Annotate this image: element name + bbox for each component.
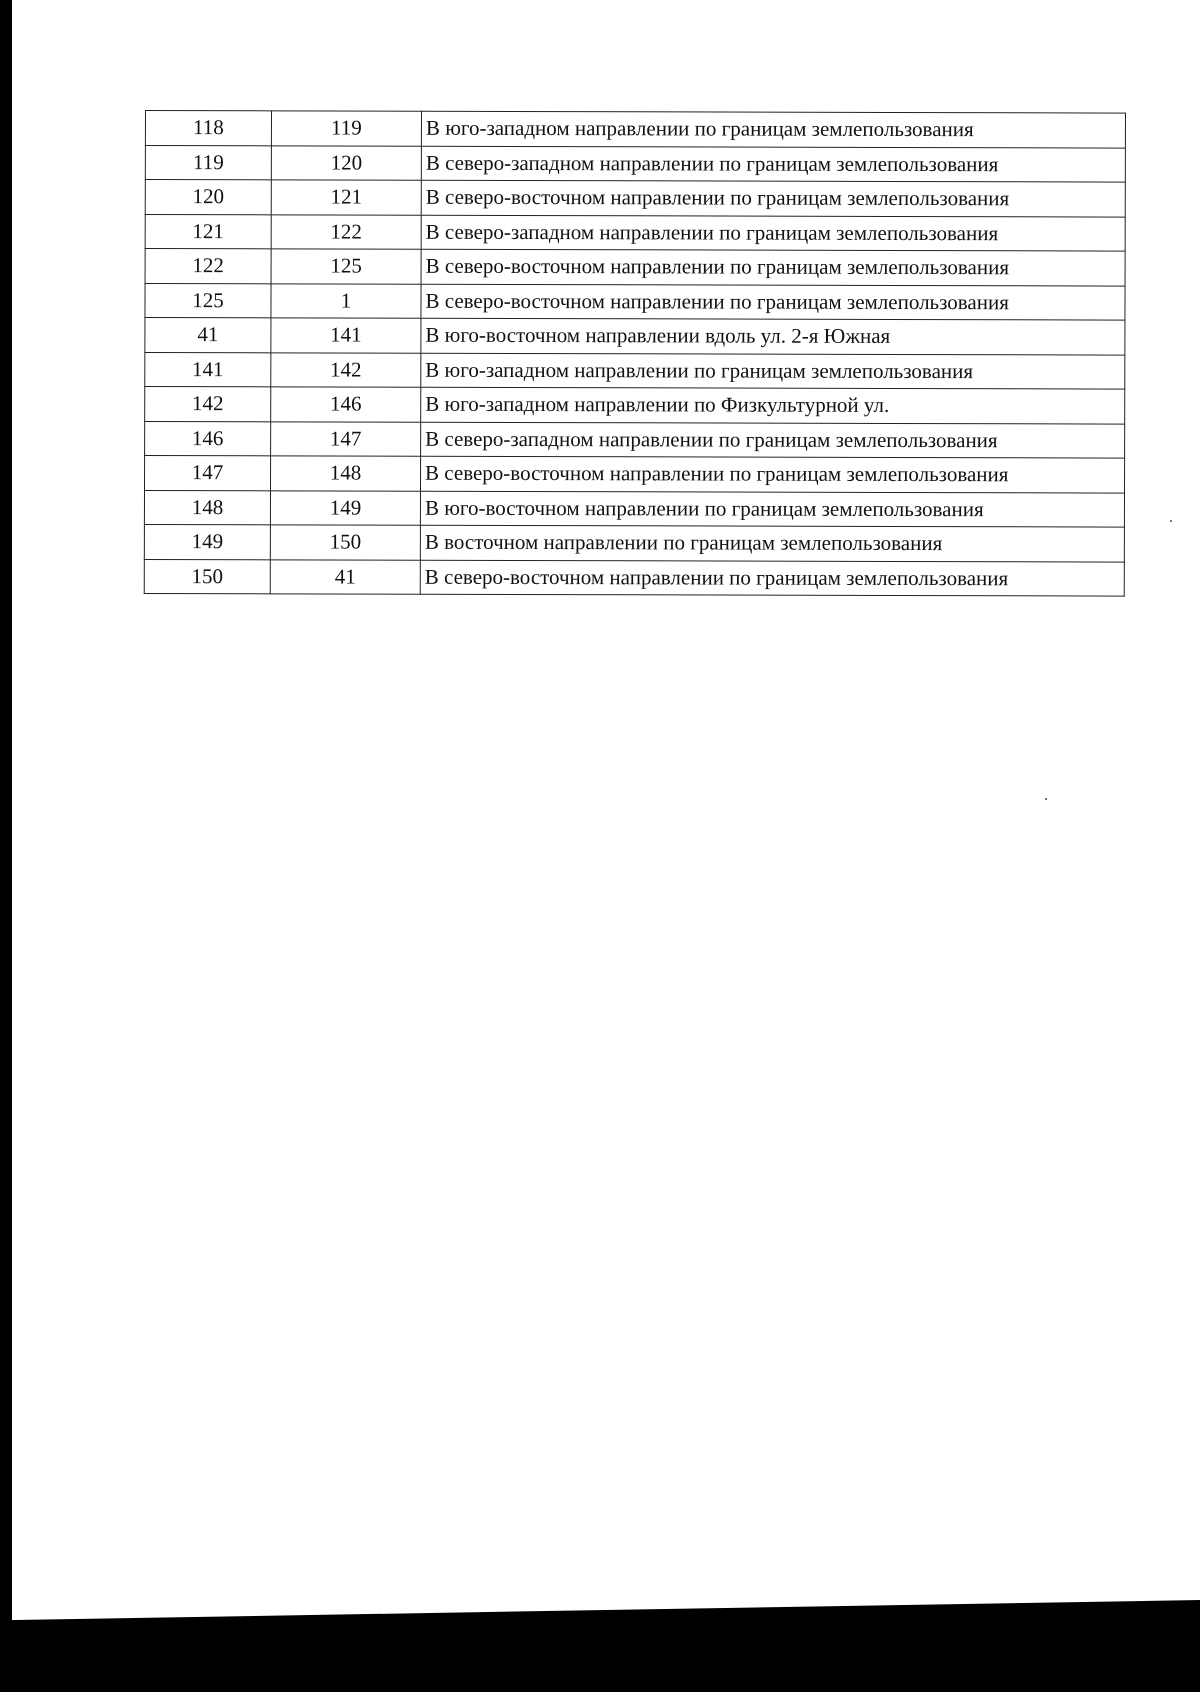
cell-description: В северо-восточном направлении по границам землепользования xyxy=(421,180,1125,216)
cell-to-point: 149 xyxy=(270,490,420,525)
cell-from-point: 148 xyxy=(144,490,270,525)
table-row xyxy=(145,283,1125,320)
table-row xyxy=(144,559,1124,596)
table-row xyxy=(145,352,1125,389)
table-row xyxy=(145,180,1125,217)
table-row xyxy=(144,524,1124,561)
cell-description: В северо-восточном направлении по границам землепользования xyxy=(421,249,1125,285)
cell-to-point: 142 xyxy=(271,352,421,387)
table-row xyxy=(145,456,1125,493)
cell-description: В юго-западном направлении по границам землепользования xyxy=(421,353,1125,389)
scan-edge-left xyxy=(0,0,12,1692)
cell-description: В юго-восточном направлении вдоль ул. 2-я Южная xyxy=(421,318,1125,354)
cell-from-point: 150 xyxy=(144,559,270,594)
cell-from-point: 149 xyxy=(144,524,270,559)
cell-to-point: 150 xyxy=(270,525,420,560)
cell-description: В северо-восточном направлении по границам землепользования xyxy=(421,284,1125,320)
cell-description: В юго-восточном направлении по границам землепользования xyxy=(420,491,1124,527)
cell-description: В северо-восточном направлении по границам землепользования xyxy=(421,456,1125,492)
cell-from-point: 122 xyxy=(145,249,271,284)
table-row xyxy=(145,318,1125,355)
cell-from-point: 146 xyxy=(145,421,271,456)
cell-from-point: 121 xyxy=(145,214,271,249)
scan-speck xyxy=(1170,520,1172,522)
table-row xyxy=(145,387,1125,424)
cell-from-point: 141 xyxy=(145,352,271,387)
cell-to-point: 121 xyxy=(271,180,421,215)
cell-description: В северо-западном направлении по границам землепользования xyxy=(421,422,1125,458)
cell-from-point: 120 xyxy=(145,180,271,215)
boundary-table-container xyxy=(144,110,1126,597)
cell-description: В восточном направлении по границам землепользования xyxy=(420,525,1124,561)
cell-to-point: 120 xyxy=(271,145,421,180)
table-row xyxy=(145,111,1125,148)
cell-to-point: 148 xyxy=(271,456,421,491)
cell-to-point: 146 xyxy=(271,387,421,422)
boundary-table xyxy=(144,110,1126,597)
cell-description: В северо-западном направлении по границам землепользования xyxy=(421,146,1125,182)
table-row xyxy=(145,214,1125,251)
cell-description: В юго-западном направлении по Физкультурной ул. xyxy=(421,387,1125,423)
cell-from-point: 119 xyxy=(145,145,271,180)
cell-to-point: 1 xyxy=(271,283,421,318)
table-row xyxy=(145,249,1125,286)
cell-from-point: 118 xyxy=(145,111,271,146)
cell-to-point: 119 xyxy=(271,111,421,146)
scan-edge-bottom xyxy=(0,1600,1200,1692)
cell-from-point: 142 xyxy=(145,387,271,422)
cell-to-point: 41 xyxy=(270,559,420,594)
cell-to-point: 141 xyxy=(271,318,421,353)
cell-from-point: 147 xyxy=(145,456,271,491)
scan-speck xyxy=(1045,798,1047,800)
cell-description: В юго-западном направлении по границам землепользования xyxy=(421,111,1125,147)
cell-to-point: 147 xyxy=(271,421,421,456)
cell-to-point: 122 xyxy=(271,214,421,249)
table-row xyxy=(144,490,1124,527)
cell-from-point: 125 xyxy=(145,283,271,318)
cell-to-point: 125 xyxy=(271,249,421,284)
cell-description: В северо-западном направлении по границам землепользования xyxy=(421,215,1125,251)
cell-from-point: 41 xyxy=(145,318,271,353)
cell-description: В северо-восточном направлении по границам землепользования xyxy=(420,560,1124,596)
table-row xyxy=(145,421,1125,458)
table-row xyxy=(145,145,1125,182)
table-body xyxy=(144,111,1125,597)
